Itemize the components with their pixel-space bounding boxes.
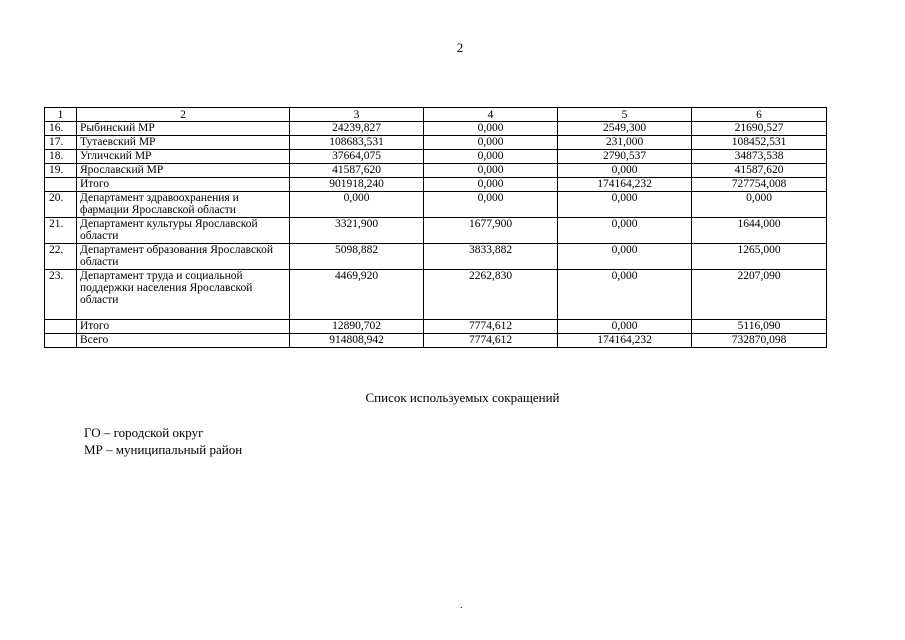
- row-name-cell: Угличский МР: [77, 150, 290, 164]
- value-cell: 12890,702: [290, 320, 424, 334]
- table-header-row: [45, 108, 827, 122]
- value-cell: 901918,240: [290, 178, 424, 192]
- table-row: [45, 150, 827, 164]
- value-cell: 7774,612: [424, 320, 558, 334]
- value-cell: 37664,075: [290, 150, 424, 164]
- value-cell: 727754,008: [692, 178, 827, 192]
- value-cell: 34873,538: [692, 150, 827, 164]
- value-cell: 0,000: [558, 218, 692, 244]
- row-name-cell: Департамент образования Ярославской области: [77, 244, 290, 270]
- value-cell: 4469,920: [290, 270, 424, 320]
- value-cell: 0,000: [424, 192, 558, 218]
- table-row: [45, 136, 827, 150]
- header-cell: 3: [290, 108, 424, 122]
- value-cell: 0,000: [290, 192, 424, 218]
- value-cell: 3833,882: [424, 244, 558, 270]
- abbreviations-title: Список используемых сокращений: [365, 390, 560, 405]
- value-cell: 1265,000: [692, 244, 827, 270]
- row-name-cell: Департамент труда и социальной поддержки населения Ярославской области: [77, 270, 290, 320]
- value-cell: 0,000: [424, 122, 558, 136]
- footer-mark: .: [460, 600, 463, 611]
- table-row: [45, 192, 827, 218]
- value-cell: 732870,098: [692, 334, 827, 348]
- value-cell: 0,000: [424, 136, 558, 150]
- budget-table: [44, 107, 827, 348]
- abbreviation-item: МР – муниципальный район: [84, 442, 243, 457]
- value-cell: 2790,537: [558, 150, 692, 164]
- value-cell: 1644,000: [692, 218, 827, 244]
- row-number-cell: 23.: [45, 270, 77, 320]
- table-row: [45, 270, 827, 320]
- abbreviation-item: ГО – городской округ: [84, 425, 204, 440]
- row-number-cell: [45, 334, 77, 348]
- value-cell: 914808,942: [290, 334, 424, 348]
- value-cell: 108452,531: [692, 136, 827, 150]
- row-number-cell: 20.: [45, 192, 77, 218]
- value-cell: 21690,527: [692, 122, 827, 136]
- header-cell: 4: [424, 108, 558, 122]
- value-cell: 2262,830: [424, 270, 558, 320]
- value-cell: 0,000: [558, 192, 692, 218]
- row-name-cell: Всего: [77, 334, 290, 348]
- value-cell: 41587,620: [692, 164, 827, 178]
- value-cell: 1677,900: [424, 218, 558, 244]
- value-cell: 24239,827: [290, 122, 424, 136]
- row-number-cell: 21.: [45, 218, 77, 244]
- value-cell: 3321,900: [290, 218, 424, 244]
- header-cell: 5: [558, 108, 692, 122]
- value-cell: 0,000: [424, 164, 558, 178]
- table-row: [45, 178, 827, 192]
- value-cell: 0,000: [558, 164, 692, 178]
- row-name-cell: Рыбинский МР: [77, 122, 290, 136]
- header-cell: 6: [692, 108, 827, 122]
- row-number-cell: 19.: [45, 164, 77, 178]
- value-cell: 0,000: [692, 192, 827, 218]
- page-number: 2: [456, 40, 464, 55]
- value-cell: 108683,531: [290, 136, 424, 150]
- value-cell: 0,000: [424, 150, 558, 164]
- row-name-cell: Департамент культуры Ярославской области: [77, 218, 290, 244]
- row-number-cell: 17.: [45, 136, 77, 150]
- header-cell: 2: [77, 108, 290, 122]
- value-cell: 0,000: [558, 320, 692, 334]
- value-cell: 2549,300: [558, 122, 692, 136]
- value-cell: 5116,090: [692, 320, 827, 334]
- value-cell: 231,000: [558, 136, 692, 150]
- table-row: [45, 164, 827, 178]
- row-name-cell: Тутаевский МР: [77, 136, 290, 150]
- value-cell: 0,000: [558, 270, 692, 320]
- row-number-cell: 22.: [45, 244, 77, 270]
- row-name-cell: Итого: [77, 178, 290, 192]
- table-row: [45, 122, 827, 136]
- row-name-cell: Итого: [77, 320, 290, 334]
- row-number-cell: [45, 320, 77, 334]
- value-cell: 0,000: [424, 178, 558, 192]
- row-number-cell: 18.: [45, 150, 77, 164]
- table-row: [45, 334, 827, 348]
- value-cell: 41587,620: [290, 164, 424, 178]
- value-cell: 174164,232: [558, 334, 692, 348]
- table-row: [45, 218, 827, 244]
- row-name-cell: Ярославский МР: [77, 164, 290, 178]
- table-row: [45, 244, 827, 270]
- header-cell: 1: [45, 108, 77, 122]
- value-cell: 7774,612: [424, 334, 558, 348]
- table-row: [45, 320, 827, 334]
- value-cell: 0,000: [558, 244, 692, 270]
- value-cell: 5098,882: [290, 244, 424, 270]
- value-cell: 2207,090: [692, 270, 827, 320]
- row-number-cell: 16.: [45, 122, 77, 136]
- row-number-cell: [45, 178, 77, 192]
- value-cell: 174164,232: [558, 178, 692, 192]
- row-name-cell: Департамент здравоохранения и фармации Ярославской области: [77, 192, 290, 218]
